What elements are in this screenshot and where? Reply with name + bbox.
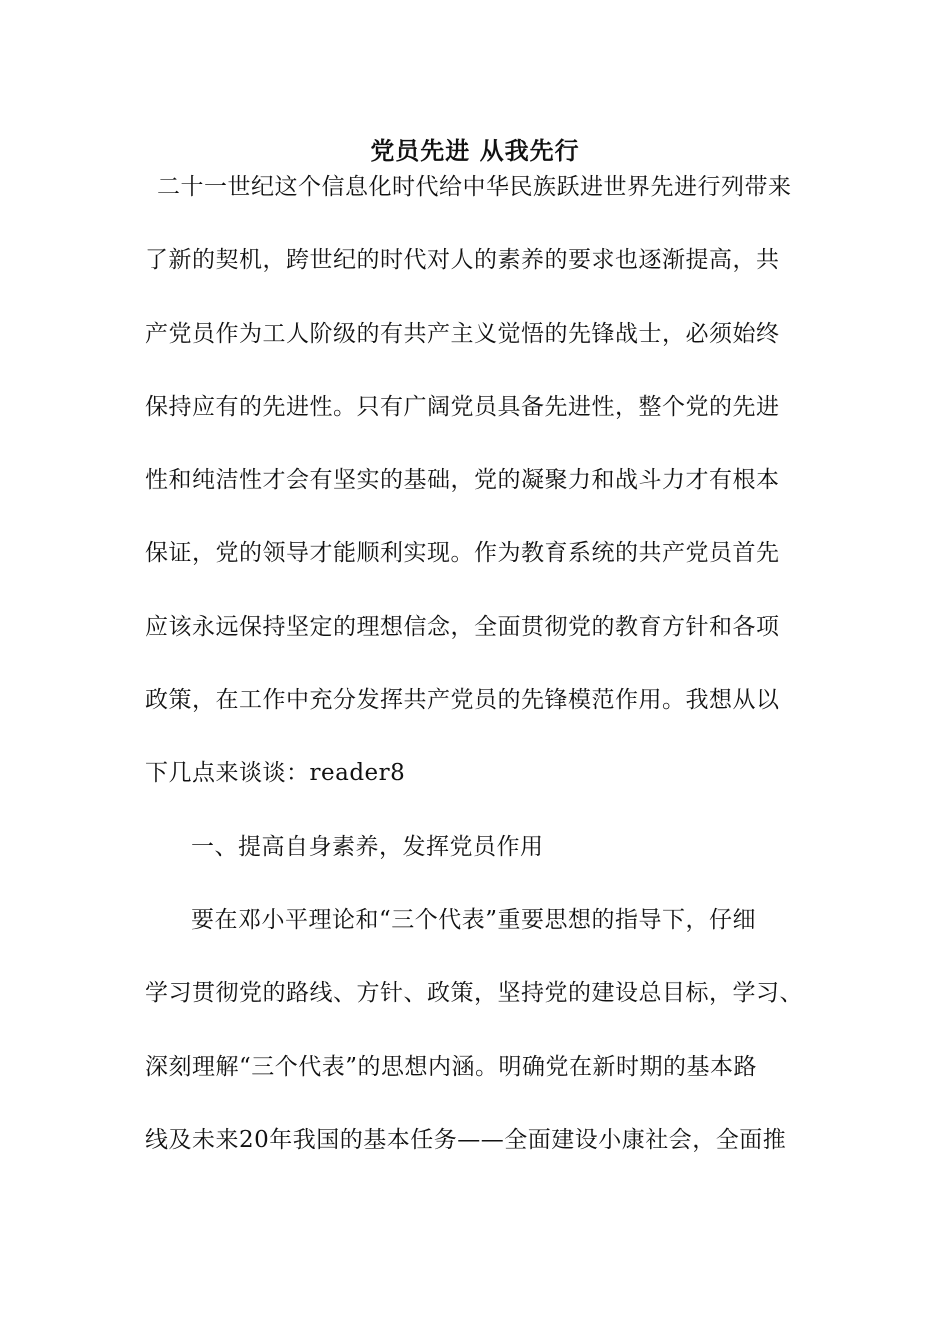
text-line: 二十一世纪这个信息化时代给中华民族跃进世界先进行列带来 xyxy=(157,174,792,200)
text-line: 下几点来谈谈：reader8 xyxy=(145,760,406,787)
text-line: 要在邓小平理论和“三个代表”重要思想的指导下，仔细 xyxy=(191,906,757,933)
text-line: 线及未来20年我国的基本任务——全面建设小康社会，全面推 xyxy=(145,1126,787,1153)
text-line: 了新的契机，跨世纪的时代对人的素养的要求也逐渐提高，共 xyxy=(145,247,780,274)
text-line: 应该永远保持坚定的理想信念，全面贯彻党的教育方针和各项 xyxy=(145,613,780,640)
document-title: 党员先进 从我先行 xyxy=(370,136,580,165)
text-line: 产党员作为工人阶级的有共产主义觉悟的先锋战士，必须始终 xyxy=(145,320,780,347)
section-heading: 一、提高自身素养，发挥党员作用 xyxy=(191,833,544,860)
text-line: 保持应有的先进性。只有广阔党员具备先进性，整个党的先进 xyxy=(145,393,780,420)
text-line: 性和纯洁性才会有坚实的基础，党的凝聚力和战斗力才有根本 xyxy=(145,467,780,494)
text-line: 保证，党的领导才能顺利实现。作为教育系统的共产党员首先 xyxy=(145,540,780,567)
text-line: 学习贯彻党的路线、方针、政策，坚持党的建设总目标，学习、 xyxy=(145,980,803,1007)
text-line: 深刻理解“三个代表”的思想内涵。明确党在新时期的基本路 xyxy=(145,1053,758,1080)
document-body xyxy=(145,172,815,1198)
text-line: 政策，在工作中充分发挥共产党员的先锋模范作用。我想从以 xyxy=(145,687,780,714)
